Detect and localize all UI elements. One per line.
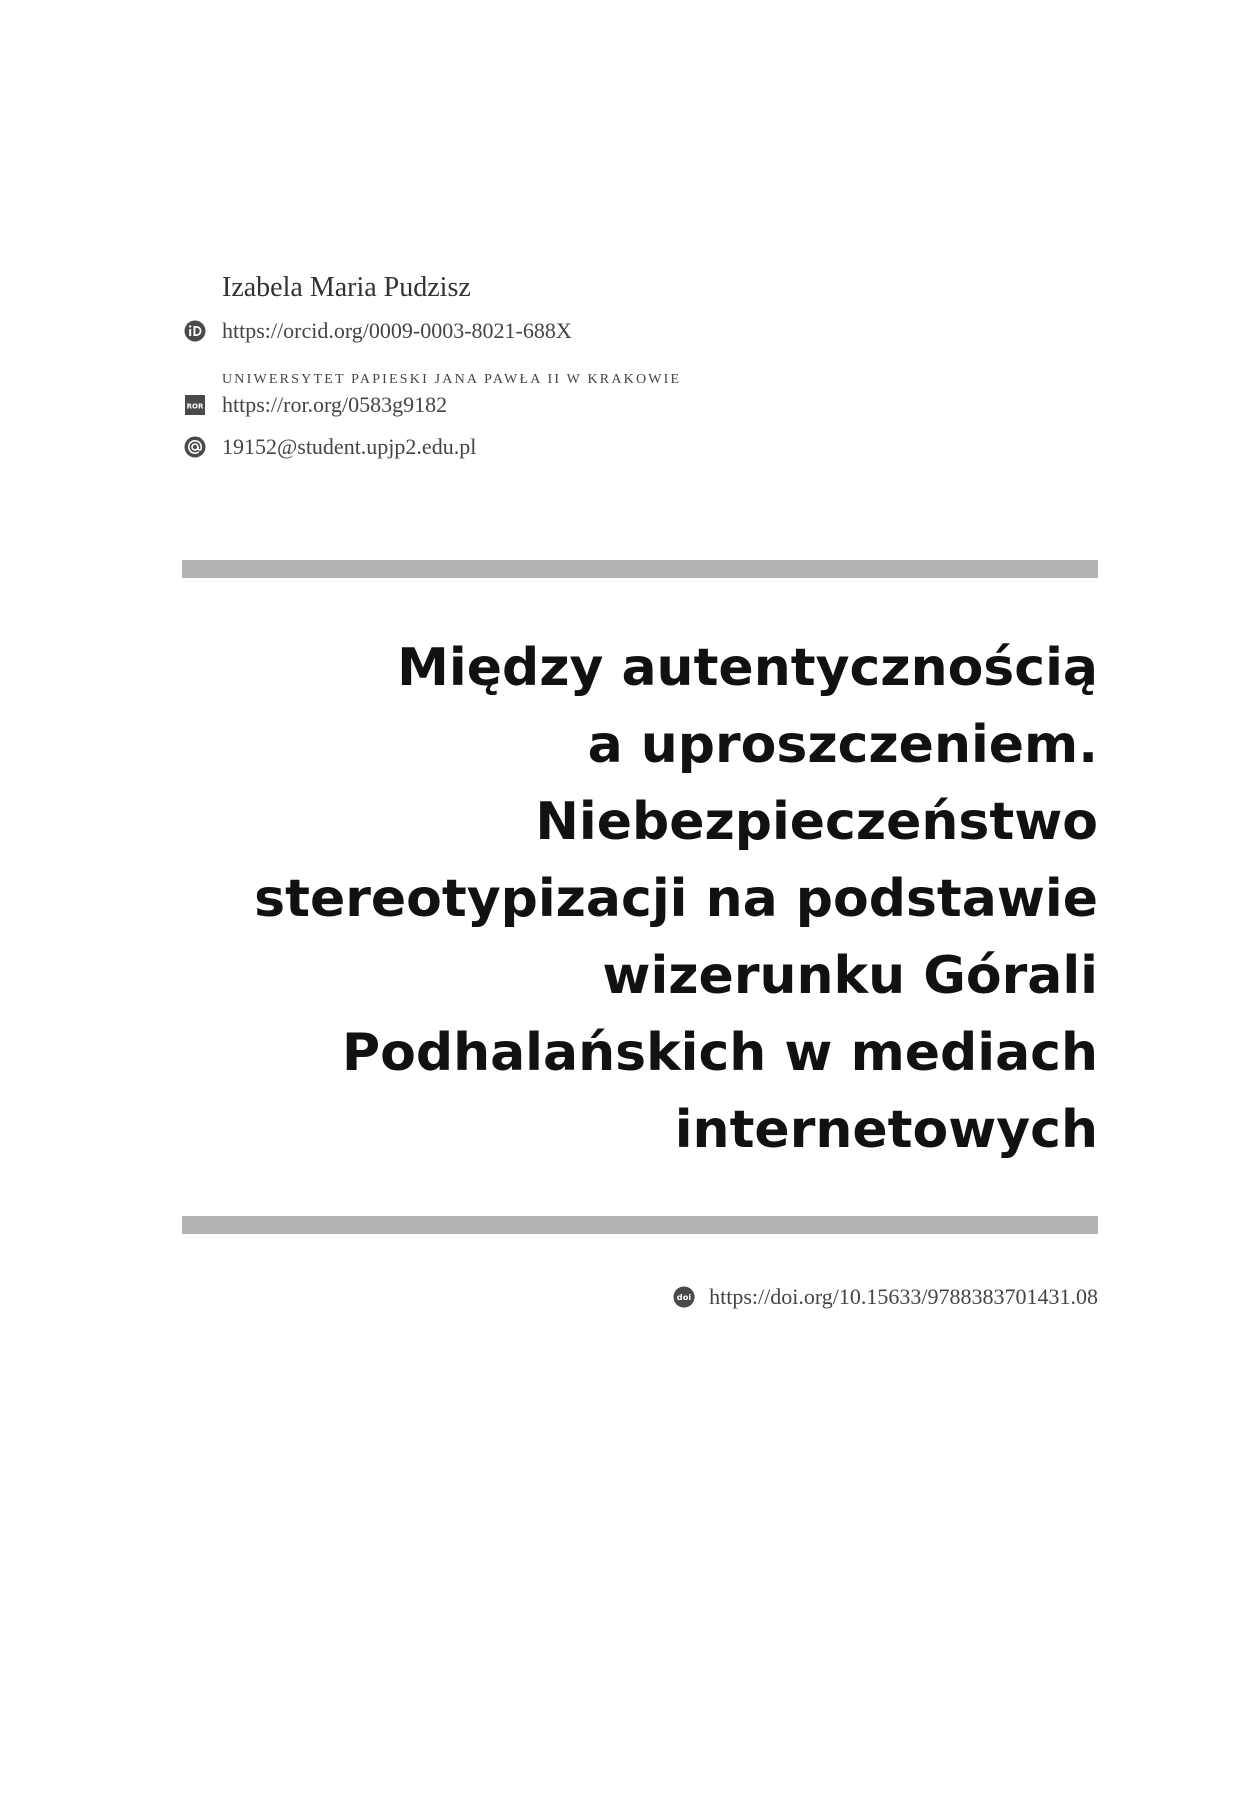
top-rule [182, 560, 1098, 578]
ror-row [184, 390, 447, 420]
orcid-icon [184, 320, 206, 342]
bottom-rule [182, 1216, 1098, 1234]
title-line: internetowych [674, 1100, 1098, 1160]
title-line: wizerunku Górali [602, 946, 1098, 1006]
orcid-link[interactable]: https://orcid.org/0009-0003-8021-688X [222, 318, 572, 343]
doi-icon [673, 1286, 695, 1308]
email-link[interactable]: 19152@student.upjp2.edu.pl [222, 434, 477, 459]
title-line: Między autentycznością [397, 638, 1098, 698]
email-icon [184, 436, 206, 458]
email-row [184, 432, 476, 462]
svg-text:ROR: ROR [186, 402, 204, 411]
doi-link[interactable]: https://doi.org/10.15633/9788383701431.08 [709, 1284, 1098, 1309]
title-line: Niebezpieczeństwo [535, 792, 1098, 852]
ror-icon [184, 394, 206, 416]
ror-link[interactable]: https://ror.org/0583g9182 [222, 392, 448, 417]
title-line: a uproszczeniem. [587, 715, 1098, 775]
title-line: stereotypizacji na podstawie [254, 869, 1098, 929]
author-name: Izabela Maria Pudzisz [222, 272, 471, 303]
orcid-row [184, 316, 572, 346]
title-line: Podhalańskich w mediach [342, 1023, 1098, 1083]
svg-text:doi: doi [676, 1292, 692, 1303]
affiliation: UNIWERSYTET PAPIESKI JANA PAWŁA II W KRAKOWIE [222, 372, 682, 387]
doi-row [673, 1284, 1098, 1310]
article-title [182, 630, 1098, 1169]
